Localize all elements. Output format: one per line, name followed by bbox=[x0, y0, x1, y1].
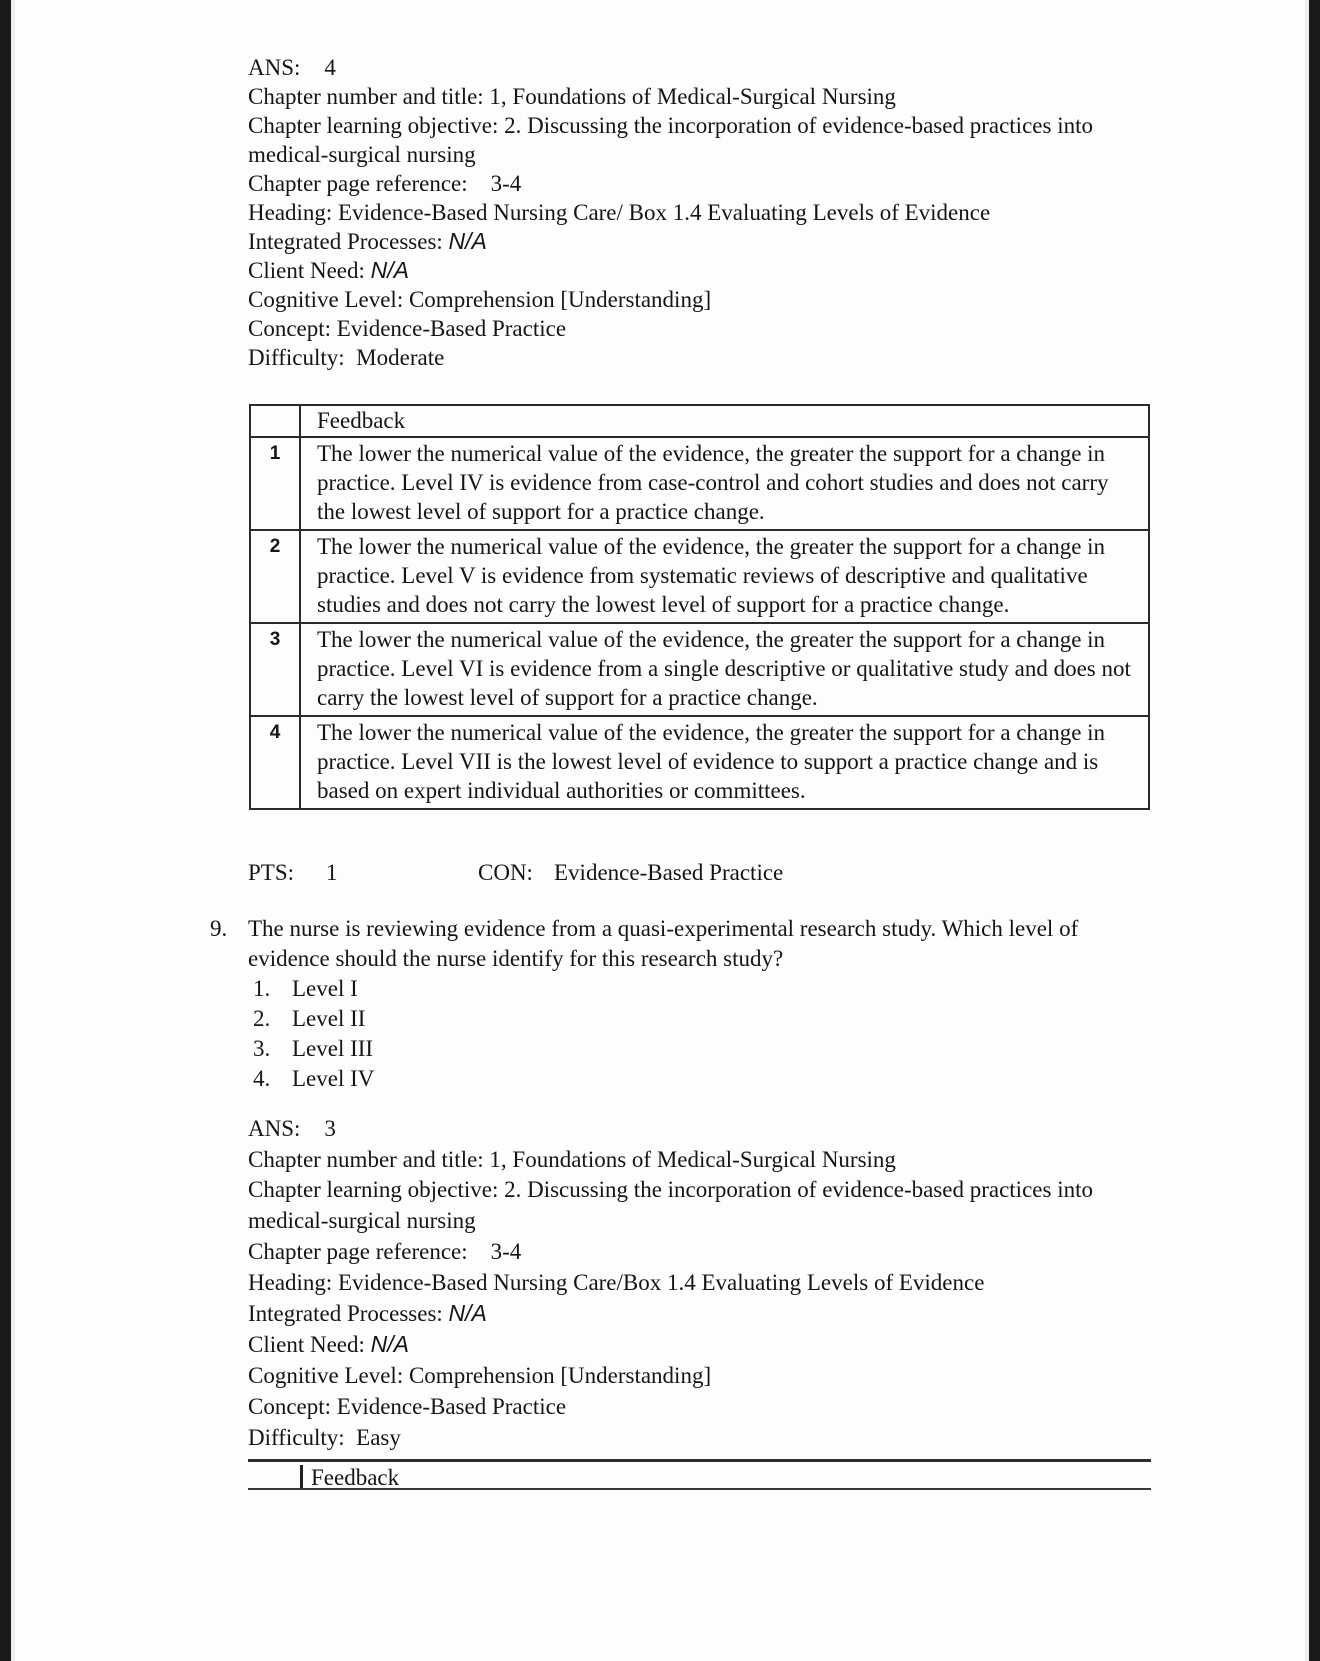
metadata-text: Chapter page reference: 3-4 bbox=[248, 171, 522, 196]
row-feedback-cell: The lower the numerical value of the evidence, the greater the support for a change in practice. Level V is evidence from systematic reviews of descriptive and qualitative studies and does not carry the lowest level of support for a practice change. bbox=[317, 534, 1106, 617]
metadata-text: Concept: Evidence-Based Practice bbox=[248, 316, 567, 341]
metadata-text: Cognitive Level: Comprehension [Understanding] bbox=[248, 287, 712, 312]
answer-options bbox=[253, 974, 1150, 1094]
row-number-cell: 4 bbox=[251, 717, 301, 808]
metadata-line bbox=[248, 1236, 1140, 1267]
answer-block-1 bbox=[248, 53, 1140, 372]
metadata-line bbox=[248, 198, 1140, 227]
ans-value: 4 bbox=[324, 55, 336, 80]
option-number: 2. bbox=[253, 1006, 271, 1031]
option-label: Level IV bbox=[292, 1066, 375, 1091]
metadata-text: Concept: Evidence-Based Practice bbox=[248, 1394, 567, 1419]
row-number-cell: 2 bbox=[251, 531, 301, 622]
option-label: Level I bbox=[292, 976, 358, 1001]
feedback-header-label: Feedback bbox=[317, 408, 406, 433]
metadata-text: Client Need: bbox=[248, 258, 371, 283]
metadata-text: Cognitive Level: Comprehension [Understanding] bbox=[248, 1363, 712, 1388]
row-number-cell: 1 bbox=[251, 438, 301, 529]
row-feedback-cell: The lower the numerical value of the evidence, the greater the support for a change in practice. Level VI is evidence from a single descriptive or qualitative study and does not carry the lowest level of support for a practice change. bbox=[317, 627, 1131, 710]
column-divider-tick bbox=[300, 1465, 303, 1488]
option-label: Level III bbox=[292, 1036, 374, 1061]
feedback-table-body bbox=[251, 436, 1148, 808]
metadata-text: Chapter number and title: 1, Foundations of Medical-Surgical Nursing bbox=[248, 1147, 896, 1172]
answer-option bbox=[253, 1034, 1150, 1064]
metadata-line bbox=[248, 256, 1140, 285]
metadata-lines bbox=[248, 82, 1140, 372]
ans-value: 3 bbox=[324, 1116, 336, 1141]
metadata-line bbox=[248, 285, 1140, 314]
row-feedback-cell: The lower the numerical value of the evidence, the greater the support for a change in practice. Level VII is the lowest level of evidence to support a practice change and is based on expert individual authorities or committees. bbox=[317, 720, 1106, 803]
metadata-line bbox=[248, 111, 1140, 169]
answer-option bbox=[253, 1064, 1150, 1094]
metadata-line bbox=[248, 343, 1140, 372]
option-number: 3. bbox=[253, 1036, 271, 1061]
metadata-na-value: N/A bbox=[370, 1331, 409, 1357]
feedback-header-label: Feedback bbox=[311, 1465, 400, 1490]
metadata-line bbox=[248, 1144, 1140, 1175]
metadata-na-value: N/A bbox=[448, 228, 487, 254]
feedback-table-row bbox=[251, 715, 1148, 808]
feedback-table bbox=[249, 404, 1150, 810]
question-number: 9. bbox=[210, 916, 228, 941]
metadata-text: Integrated Processes: bbox=[248, 229, 449, 254]
metadata-line bbox=[248, 1267, 1140, 1298]
metadata-line bbox=[248, 1298, 1140, 1329]
metadata-text: Chapter number and title: 1, Foundations of Medical-Surgical Nursing bbox=[248, 84, 896, 109]
metadata-na-value: N/A bbox=[448, 1300, 487, 1326]
feedback-table-row bbox=[251, 436, 1148, 529]
row-number-cell: 3 bbox=[251, 624, 301, 715]
question-9 bbox=[210, 914, 1150, 1094]
feedback-table-fragment bbox=[248, 1459, 1151, 1490]
metadata-text: Client Need: bbox=[248, 1332, 371, 1357]
feedback-table-header-row bbox=[251, 406, 1148, 436]
metadata-text: Integrated Processes: bbox=[248, 1301, 449, 1326]
metadata-text: Difficulty: Moderate bbox=[248, 345, 445, 370]
option-number: 1. bbox=[253, 976, 271, 1001]
metadata-text: Heading: Evidence-Based Nursing Care/ Box 1.4 Evaluating Levels of Evidence bbox=[248, 200, 991, 225]
header-empty-cell bbox=[251, 406, 301, 436]
metadata-line bbox=[248, 227, 1140, 256]
metadata-line bbox=[248, 82, 1140, 111]
metadata-line bbox=[248, 169, 1140, 198]
question-text: The nurse is reviewing evidence from a quasi-experimental research study. Which level of evidence should the nurse identify for this research study? bbox=[248, 916, 1079, 971]
metadata-line bbox=[248, 1360, 1140, 1391]
metadata-text: Chapter learning objective: 2. Discussing the incorporation of evidence-based practices into medical-surgical nursing bbox=[248, 1177, 1093, 1233]
con-label: CON: bbox=[478, 860, 533, 885]
right-scan-shadow bbox=[1305, 0, 1309, 1661]
metadata-na-value: N/A bbox=[370, 257, 409, 283]
pts-value: 1 bbox=[326, 860, 338, 885]
feedback-table-row bbox=[251, 622, 1148, 715]
metadata-line bbox=[248, 1391, 1140, 1422]
metadata-lines bbox=[248, 1144, 1140, 1453]
option-number: 4. bbox=[253, 1066, 271, 1091]
metadata-text: Difficulty: Easy bbox=[248, 1425, 401, 1450]
right-border-bar bbox=[1309, 0, 1320, 1661]
metadata-text: Heading: Evidence-Based Nursing Care/Box 1.4 Evaluating Levels of Evidence bbox=[248, 1270, 985, 1295]
option-label: Level II bbox=[292, 1006, 366, 1031]
answer-line bbox=[248, 53, 1140, 82]
metadata-text: Chapter page reference: 3-4 bbox=[248, 1239, 522, 1264]
con-value: Evidence-Based Practice bbox=[554, 860, 784, 885]
metadata-line bbox=[248, 314, 1140, 343]
metadata-line bbox=[248, 1175, 1140, 1236]
answer-block-2 bbox=[248, 1114, 1140, 1453]
pts-label: PTS: bbox=[248, 860, 295, 885]
metadata-line bbox=[248, 1329, 1140, 1360]
left-border-bar bbox=[0, 0, 11, 1661]
ans-label: ANS: bbox=[248, 55, 301, 80]
feedback-table-row bbox=[251, 529, 1148, 622]
left-scan-shadow bbox=[11, 0, 15, 1661]
ans-label: ANS: bbox=[248, 1116, 301, 1141]
answer-line bbox=[248, 1114, 1140, 1144]
metadata-text: Chapter learning objective: 2. Discussing the incorporation of evidence-based practices into medical-surgical nursing bbox=[248, 113, 1093, 167]
row-feedback-cell: The lower the numerical value of the evidence, the greater the support for a change in practice. Level IV is evidence from case-control and cohort studies and does not carry the lowest level of support for a practice change. bbox=[317, 441, 1109, 524]
answer-option bbox=[253, 1004, 1150, 1034]
answer-option bbox=[253, 974, 1150, 1004]
pts-con-line bbox=[248, 860, 948, 890]
metadata-line bbox=[248, 1422, 1140, 1453]
